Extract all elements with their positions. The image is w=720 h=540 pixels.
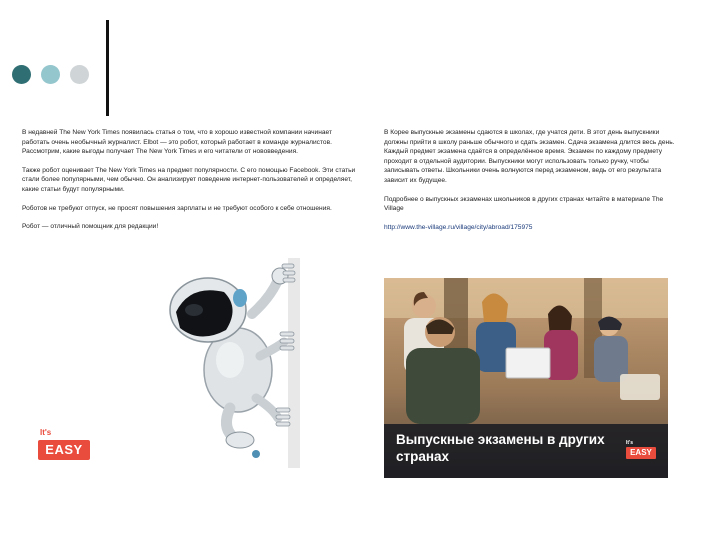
left-paragraph-2: Также робот оценивает The New York Times на предмет популярности. С его помощью Facebook. Эти статьи стали более популярными, чем обычно. Он анализирует поведение интернет-пользователей и определяет, какие статьи будут популярными. — [22, 166, 356, 193]
photo-banner — [384, 424, 668, 478]
easy-logo-brand: EASY — [38, 440, 90, 460]
vertical-divider — [106, 20, 109, 116]
right-paragraph-2: Подробнее о выпускных экзаменах школьников в других странах читайте в материале The Village — [384, 195, 664, 213]
easy-logo — [38, 428, 94, 462]
banner-title: Выпускные экзамены в других странах — [396, 432, 605, 464]
right-paragraph-1: В Корее выпускные экзамены сдаются в школах, где учатся дети. В этот день выпускники должны прийти в школу раньше обычного и сдать экзамен. Сдача экзамена длится весь день. Каждый предмет экзамена сдаётся в определённое время. Экзамен по каждому предмету проходит в отдельной аудитории. Выпускники могут использовать только ручку, чтобы записывать ответы. Школьники очень волнуются перед экзаменом, ведь от его результата зависит их будущее. — [384, 129, 675, 184]
robot-illustration — [160, 258, 300, 468]
right-text-column — [384, 128, 684, 241]
left-paragraph-4: Робот — отличный помощник для редакции! — [22, 223, 159, 231]
bullet-dot-3 — [70, 65, 89, 84]
banner-logo-tagline: It's — [626, 440, 634, 446]
easy-logo-tagline: It's — [40, 428, 52, 437]
students-photo — [384, 278, 668, 478]
left-paragraph-3: Роботов не требуют отпуск, не просят повышения зарплаты и не требуют особого к себе отношения. — [22, 204, 332, 212]
left-paragraph-1: В недавней The New York Times появилась статья о том, что в хорошо известной компании начинает работать очень необычный журналист. Elbot — это робот, который работает в команде журналистов. Рассмотрим, какие выгоды получает The New York Times и его читатели от нововведения. — [22, 129, 333, 156]
bullet-dot-2 — [41, 65, 60, 84]
bullet-dot-1 — [12, 65, 31, 84]
banner-logo-brand: EASY — [626, 447, 656, 459]
source-link[interactable]: http://www.the-village.ru/village/city/abroad/175975 — [384, 223, 533, 231]
left-text-column — [22, 128, 358, 241]
banner-easy-logo — [626, 440, 656, 462]
